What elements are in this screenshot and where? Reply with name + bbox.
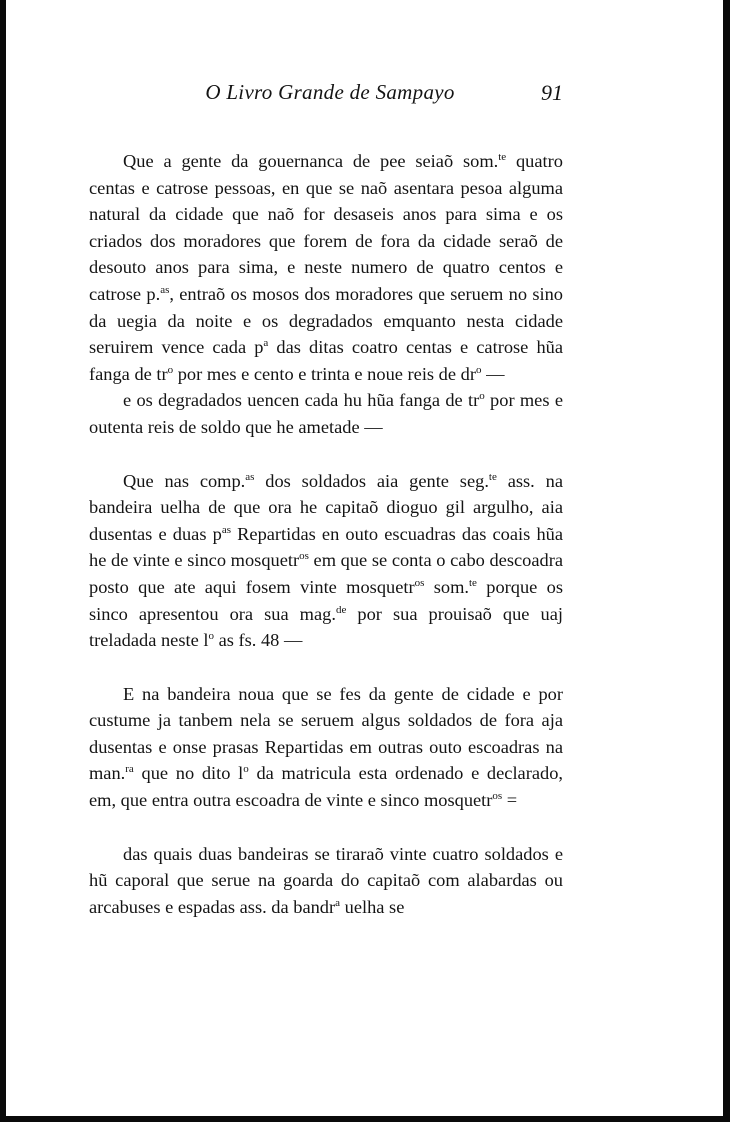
superscript-abbreviation: os [492, 790, 503, 803]
text-run: , entraõ os mosos dos moradores que seruem no sino da uegia da noite e os degradados emquanto nesta cidade seruirem vence cada p [89, 283, 563, 358]
text-run: porque os sinco apresentou ora sua mag. [89, 576, 563, 624]
text-run: quatro centas e catrose pessoas, en que se naõ asentara pesoa alguma natural da cidade que naõ for desaseis anos para sima e os criados dos moradores que forem de fora da cidade seraõ de desouto anos para sima, e neste numero de quatro centos e catrose p. [89, 151, 563, 304]
text-run: som. [424, 576, 469, 597]
text-run: das ditas coatro centas e catrose hũa fanga de tr [89, 337, 563, 384]
page-number: 91 [541, 80, 563, 105]
superscript-abbreviation: a [263, 337, 269, 350]
paragraph [89, 681, 563, 814]
superscript-abbreviation: te [488, 470, 497, 483]
superscript-abbreviation: de [335, 603, 347, 616]
text-run: e os degradados uencen cada hu hũa fanga de tr [123, 390, 480, 411]
paragraph [89, 148, 563, 387]
text-run: ass. na bandeira uelha de que ora he capitaõ dioguo gil argulho, aia dusentas e duas p [89, 470, 563, 544]
superscript-abbreviation: a [335, 896, 341, 909]
superscript-abbreviation: as [221, 523, 231, 536]
text-run: que no dito l [133, 763, 244, 784]
body-text [89, 148, 563, 920]
text-run: por mes e outenta reis de soldo que he ametade — [89, 390, 563, 437]
text-run: as fs. 48 — [213, 630, 303, 651]
text-run: — [481, 363, 505, 384]
text-run: = [502, 790, 518, 811]
superscript-abbreviation: te [468, 576, 477, 589]
text-run: por mes e cento e trinta e noue reis de dr [173, 363, 476, 384]
text-run: Que nas comp. [123, 470, 246, 491]
superscript-abbreviation: os [414, 576, 425, 589]
text-run: da matricula esta ordenado e declarado, em, que entra outra escoadra de vinte e sinco mosquetr [89, 763, 563, 811]
text-run: E na bandeira noua que se fes da gente de cidade e por custume ja tanbem nela se seruem algus soldados de fora aja dusentas e onse prasas Repartidas em outras outo escoadras na man. [89, 683, 563, 784]
paragraph [89, 387, 563, 440]
superscript-abbreviation: o [475, 363, 482, 376]
superscript-abbreviation: as [160, 283, 170, 296]
superscript-abbreviation: o [243, 763, 249, 776]
superscript-abbreviation: o [479, 390, 485, 403]
paragraph-gap [89, 814, 563, 841]
text-run: por sua prouisaõ que uaj treladada neste l [89, 603, 563, 651]
text-run: Repartidas en outo escuadras das coais hũa he de vinte e sinco mosquetr [89, 523, 564, 571]
superscript-abbreviation: os [299, 550, 309, 563]
superscript-abbreviation: ra [125, 763, 134, 776]
text-run: Que a gente da gouernanca de pee seiaõ som. [123, 151, 499, 171]
text-run: das quais duas bandeiras se tiraraõ vinte cuatro soldados e hũ caporal que serue na goarda do capitaõ com alabardas ou arcabuses e espadas ass. da bandr [89, 843, 563, 917]
text-run: em que se conta o cabo descoadra posto que ate aqui fosem vinte mosquetr [89, 550, 563, 597]
text-run: uelha se [340, 896, 405, 917]
paragraph [89, 468, 563, 654]
superscript-abbreviation: te [498, 151, 507, 163]
paragraph-gap [89, 441, 563, 468]
paragraph-gap [89, 654, 563, 681]
superscript-abbreviation: o [208, 630, 214, 643]
superscript-abbreviation: as [245, 470, 255, 483]
paragraph [89, 841, 563, 921]
text-run: dos soldados aia gente seg. [254, 470, 489, 491]
running-title: O Livro Grande de Sampayo [205, 80, 455, 104]
superscript-abbreviation: o [167, 363, 174, 376]
